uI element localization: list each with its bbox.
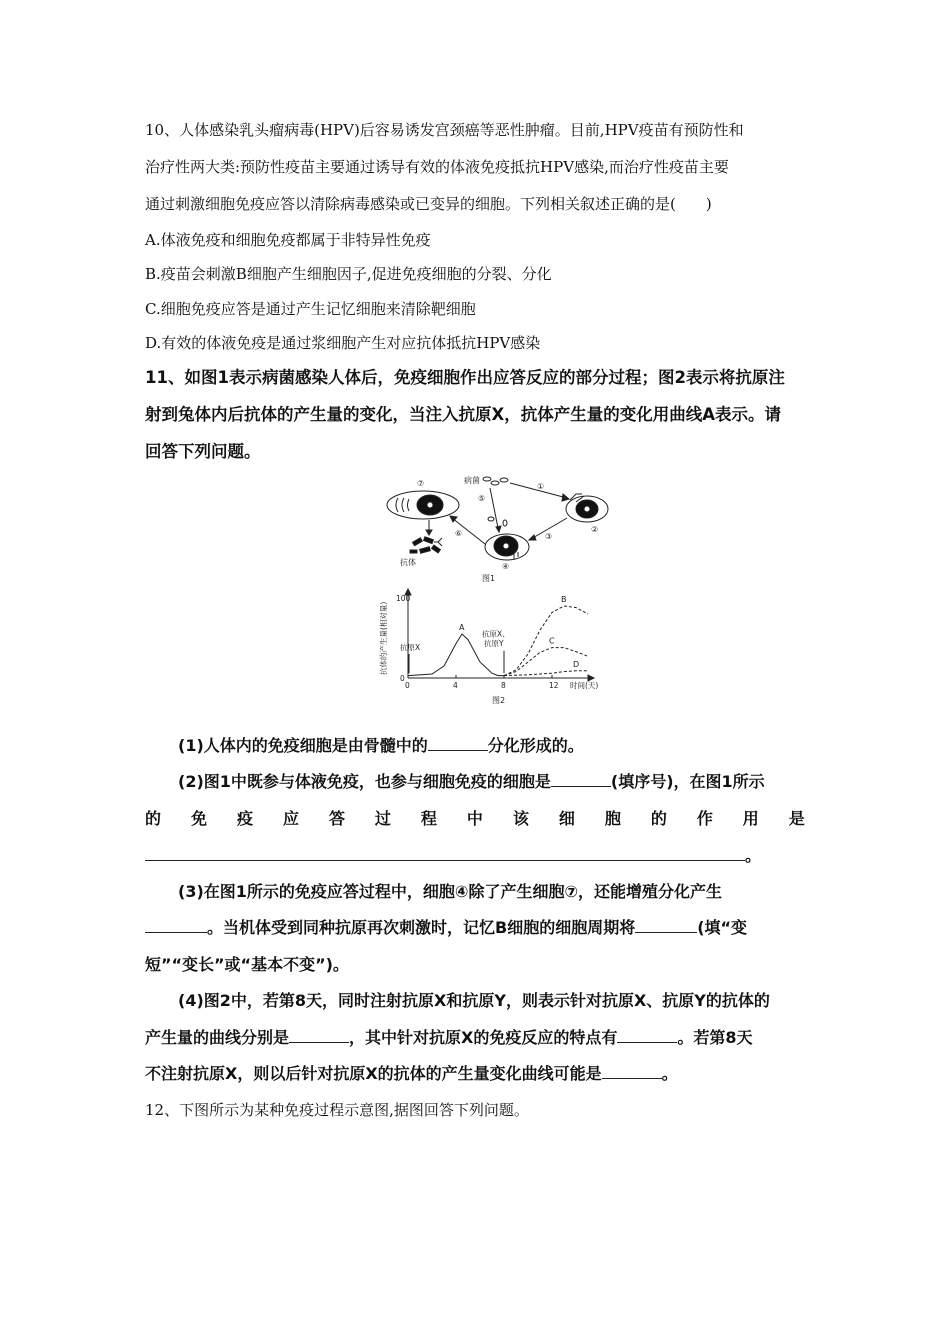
q11-sub2-text-b: (填序号)，在图1所示 <box>610 772 765 791</box>
q11-sub2-line2 <box>145 806 805 829</box>
q11-sub2-line3 <box>145 843 761 866</box>
label-antibody: 抗体 <box>400 558 416 567</box>
num-2: ② <box>591 525 599 534</box>
answer-blank-1[interactable] <box>428 736 488 751</box>
q10-stem-line2: 治疗性两大类:预防性疫苗主要通过诱导有效的体液免疫抵抗HPV感染,而治疗性疫苗主要 <box>145 158 729 176</box>
y-tick-label: 100 <box>396 594 411 603</box>
q11-sub4-end: 。 <box>661 1064 678 1083</box>
q10-option-a: A.体液免疫和细胞免疫都属于非特异性免疫 <box>145 231 431 249</box>
y-axis-label: 抗体的产生量(相对量) <box>379 601 388 675</box>
q11-sub4-text-d: 不注射抗原X，则以后针对抗原X的抗体的产生量变化曲线可能是 <box>145 1064 602 1083</box>
q11-sub4-text-b: ，其中针对抗原X的免疫反应的特点有 <box>349 1028 618 1047</box>
pathogen-group <box>483 477 508 485</box>
x-tick-label: 8 <box>501 681 506 690</box>
num-6: ⑥ <box>455 529 463 538</box>
q11-sub4-text-c: 。若第8天 <box>677 1028 753 1047</box>
annotation-antigen-xy-2: 抗原Y <box>484 639 504 648</box>
antibody-cluster <box>410 537 440 553</box>
q11-sub1 <box>178 733 584 756</box>
q11-sub4-line2 <box>145 1025 753 1048</box>
figure-2-caption: 图2 <box>492 696 506 705</box>
answer-blank-4a[interactable] <box>289 1028 349 1043</box>
spread-char: 该 <box>512 809 529 828</box>
q11-sub1-text: (1)人体内的免疫细胞是由骨髓中的 <box>178 736 428 755</box>
q11-stem-line3: 回答下列问题。 <box>145 442 261 461</box>
x-tick-label: 0 <box>405 681 410 690</box>
q11-stem-line1: 11、如图1表示病菌感染人体后，免疫细胞作出应答反应的部分过程；图2表示将抗原注 <box>145 368 785 387</box>
series-label: D <box>573 659 580 669</box>
spread-char: 程 <box>420 809 437 828</box>
num-3: ③ <box>545 532 553 541</box>
spread-char: 胞 <box>604 809 621 828</box>
num-5: ⑤ <box>478 494 486 503</box>
num-1: ① <box>537 482 545 491</box>
x-axis-label: 时间(天) <box>570 681 599 690</box>
spread-char: 用 <box>742 809 759 828</box>
answer-blank-4c[interactable] <box>602 1064 662 1079</box>
y-tick-label: 0 <box>400 674 405 683</box>
spread-char: 答 <box>328 809 345 828</box>
q11-sub1-tail: 分化形成的。 <box>487 736 584 755</box>
series-label: B <box>561 595 567 604</box>
num-4: ④ <box>502 562 510 571</box>
answer-blank-3a[interactable] <box>145 918 207 933</box>
spread-char: 作 <box>696 809 713 828</box>
q11-sub2-end: 。 <box>745 846 762 865</box>
annotation-antigen-x: 抗原X <box>400 643 421 652</box>
series-D-line <box>504 671 588 676</box>
x-tick-label: 12 <box>549 681 559 690</box>
figure-1-caption: 图1 <box>482 574 496 583</box>
figure-2-chart <box>370 585 630 710</box>
q11-sub3-text-b: (填“变 <box>697 918 748 937</box>
series-label: C <box>549 636 555 646</box>
q10-stem-line1: 10、人体感染乳头瘤病毒(HPV)后容易诱发宫颈癌等恶性肿瘤。目前,HPV疫苗有预防性和 <box>145 121 744 139</box>
series-label: A <box>459 623 465 632</box>
spread-char: 疫 <box>236 809 253 828</box>
answer-blank-3b[interactable] <box>635 918 697 933</box>
label-pathogen: 病菌 <box>464 476 480 485</box>
q11-stem-line2: 射到兔体内后抗体的产生量的变化，当注入抗原X，抗体产生量的变化用曲线A表示。请 <box>145 405 781 424</box>
spread-char: 应 <box>282 809 299 828</box>
answer-blank-2a[interactable] <box>551 772 611 787</box>
answer-blank-2b[interactable] <box>145 846 745 861</box>
answer-blank-4b[interactable] <box>617 1028 677 1043</box>
q10-option-b: B.疫苗会刺激B细胞产生细胞因子,促进免疫细胞的分裂、分化 <box>145 265 552 283</box>
spread-char: 的 <box>650 809 667 828</box>
spread-char: 的 <box>145 809 162 828</box>
q11-sub2-text-a: (2)图1中既参与体液免疫，也参与细胞免疫的细胞是 <box>178 772 551 791</box>
q10-option-d: D.有效的体液免疫是通过浆细胞产生对应抗体抵抗HPV感染 <box>145 334 541 352</box>
q11-sub3-line3: 短”“变长”或“基本不变”)。 <box>145 955 349 974</box>
annotation-antigen-xy-1: 抗原X、 <box>482 629 510 639</box>
q12-stem: 12、下图所示为某种免疫过程示意图,据图回答下列问题。 <box>145 1101 529 1119</box>
q11-sub3-line2 <box>145 915 747 938</box>
q11-sub2-line1 <box>178 769 765 792</box>
q11-sub4-line3 <box>145 1061 678 1084</box>
q11-sub4-line1: (4)图2中，若第8天，同时注射抗原X和抗原Y，则表示针对抗原X、抗原Y的抗体的 <box>178 991 770 1010</box>
spread-char: 是 <box>788 809 805 828</box>
spread-char: 细 <box>558 809 575 828</box>
spread-char: 过 <box>374 809 391 828</box>
num-7: ⑦ <box>417 479 425 488</box>
q11-sub3-line1: (3)在图1所示的免疫应答过程中，细胞④除了产生细胞⑦，还能增殖分化产生 <box>178 882 722 901</box>
q10-option-c: C.细胞免疫应答是通过产生记忆细胞来清除靶细胞 <box>145 300 476 318</box>
q11-sub3-text-a: 。当机体受到同种抗原再次刺激时，记忆B细胞的细胞周期将 <box>207 918 636 937</box>
spread-char: 免 <box>190 809 207 828</box>
q11-sub4-text-a: 产生量的曲线分别是 <box>145 1028 290 1047</box>
x-tick-label: 4 <box>453 681 458 690</box>
q10-stem-line3: 通过刺激细胞免疫应答以清除病毒感染或已变异的细胞。下列相关叙述正确的是( ) <box>145 195 712 213</box>
figure-1-diagram <box>380 468 610 588</box>
spread-char: 中 <box>466 809 483 828</box>
